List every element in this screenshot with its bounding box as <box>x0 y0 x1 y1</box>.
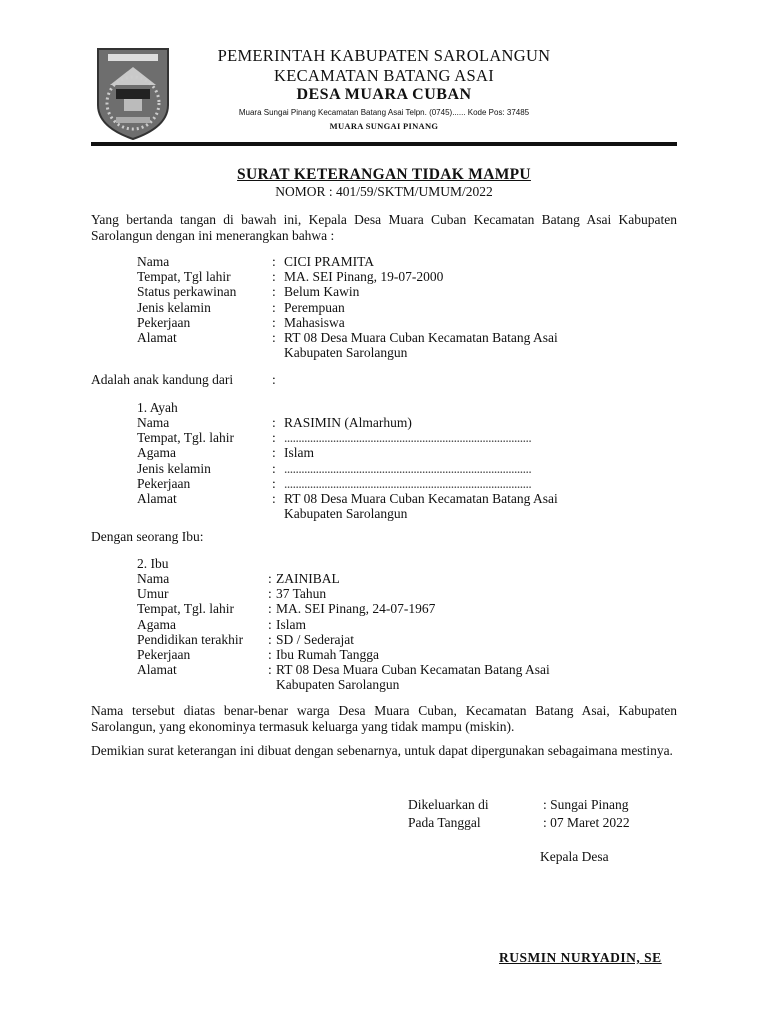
father-row <box>0 491 768 506</box>
issued-date-label: Pada Tanggal <box>408 815 481 830</box>
subject-row <box>0 300 768 315</box>
subject-row <box>0 254 768 269</box>
mother-row <box>0 647 768 662</box>
father-row <box>0 476 768 491</box>
field-label: Tempat, Tgl lahir <box>137 269 231 285</box>
header-village: DESA MUARA CUBAN <box>296 86 472 103</box>
field-value: Kabupaten Sarolangun <box>284 506 408 522</box>
field-colon: : <box>268 631 272 647</box>
field-value: Belum Kawin <box>284 284 360 300</box>
mother-row <box>0 677 768 692</box>
mother-intro: Dengan seorang Ibu: <box>91 529 204 544</box>
field-value: MA. SEI Pinang, 24-07-1967 <box>276 601 436 617</box>
signer-title: Kepala Desa <box>540 849 609 864</box>
field-label: Pekerjaan <box>137 314 191 330</box>
field-colon: : <box>272 460 276 476</box>
signer-name: RUSMIN NURYADIN, SE <box>499 950 662 965</box>
header-rule <box>91 142 677 146</box>
issued-place-label: Dikeluarkan di <box>408 797 489 812</box>
field-value: Islam <box>284 445 314 461</box>
field-label: Pendidikan terakhir <box>137 631 244 647</box>
issued-date-value: : 07 Maret 2022 <box>543 815 630 830</box>
field-value: RT 08 Desa Muara Cuban Kecamatan Batang Asai <box>284 330 558 345</box>
field-value: Ibu Rumah Tangga <box>276 647 380 662</box>
field-colon: : <box>272 284 276 300</box>
field-label: Jenis kelamin <box>137 460 211 476</box>
field-label: Alamat <box>137 491 177 506</box>
field-label: Jenis kelamin <box>137 299 211 315</box>
field-colon: : <box>268 601 272 617</box>
header-place: MUARA SUNGAI PINANG <box>329 121 439 131</box>
field-value: Kabupaten Sarolangun <box>276 677 400 693</box>
field-colon: : <box>272 330 276 345</box>
field-label: Umur <box>137 586 169 602</box>
field-value: CICI PRAMITA <box>284 254 375 269</box>
field-colon: : <box>272 491 276 506</box>
field-colon: : <box>268 571 272 586</box>
subject-row <box>0 330 768 345</box>
child-of-label: Adalah anak kandung dari <box>91 372 234 387</box>
document-title: SURAT KETERANGAN TIDAK MAMPU <box>237 166 531 183</box>
issued-place-value: : Sungai Pinang <box>543 797 629 812</box>
field-label: Tempat, Tgl. lahir <box>137 430 235 446</box>
subject-row <box>0 345 768 360</box>
father-heading: 1. Ayah <box>137 400 178 415</box>
field-label: Nama <box>137 254 170 269</box>
field-value: 37 Tahun <box>276 586 327 602</box>
mother-row <box>0 586 768 601</box>
field-label: Agama <box>137 445 176 461</box>
field-colon: : <box>268 616 272 632</box>
father-row <box>0 506 768 521</box>
father-row <box>0 461 768 476</box>
statement-paragraph: Nama tersebut diatas benar-benar warga Desa Muara Cuban, Kecamatan Batang Asai, Kabupaten Sarolangun, yang ekonominya termasuk keluarga yang tidak mampu (miskin). <box>91 703 677 734</box>
mother-row <box>0 617 768 632</box>
father-row <box>0 415 768 430</box>
subject-row <box>0 284 768 299</box>
field-colon: : <box>272 254 276 269</box>
field-label: Tempat, Tgl. lahir <box>137 601 235 617</box>
field-label: Nama <box>137 415 170 430</box>
field-value: RT 08 Desa Muara Cuban Kecamatan Batang Asai <box>276 662 550 678</box>
field-label: Alamat <box>137 330 177 345</box>
field-colon: : <box>268 662 272 678</box>
mother-row <box>0 632 768 647</box>
field-colon: : <box>272 314 276 330</box>
field-value: RASIMIN (Almarhum) <box>284 415 412 430</box>
closing-paragraph: Demikian surat keterangan ini dibuat dengan sebenarnya, untuk dapat dipergunakan sebagaimana mestinya. <box>91 743 673 758</box>
field-value: SD / Sederajat <box>276 631 354 647</box>
field-colon: : <box>268 647 272 662</box>
field-colon: : <box>268 586 272 602</box>
father-row <box>0 430 768 445</box>
subject-row <box>0 315 768 330</box>
field-value: Islam <box>276 616 306 632</box>
field-colon: : <box>272 430 276 446</box>
field-colon: : <box>272 445 276 461</box>
field-colon: : <box>272 299 276 315</box>
header-address: Muara Sungai Pinang Kecamatan Batang Asai Telpn. (0745)...... Kode Pos: 37485 <box>238 108 530 117</box>
field-value: ...................................................................................... <box>284 460 532 476</box>
mother-row <box>0 571 768 586</box>
field-label: Status perkawinan <box>137 284 237 300</box>
field-label: Alamat <box>137 662 177 678</box>
field-colon: : <box>272 269 276 285</box>
field-label: Nama <box>137 571 170 586</box>
field-colon: : <box>272 475 276 491</box>
mother-row <box>0 662 768 677</box>
field-value: ZAINIBAL <box>276 571 340 586</box>
field-value: RT 08 Desa Muara Cuban Kecamatan Batang Asai <box>284 491 558 506</box>
mother-heading: 2. Ibu <box>137 556 169 571</box>
field-label: Agama <box>137 616 176 632</box>
header-district: KECAMATAN BATANG ASAI <box>273 66 494 85</box>
intro-paragraph: Yang bertanda tangan di bawah ini, Kepala Desa Muara Cuban Kecamatan Batang Asai Kabupaten Sarolangun dengan ini menerangkan bahwa : <box>91 212 677 243</box>
field-colon: : <box>272 415 276 430</box>
field-label: Pekerjaan <box>137 647 191 662</box>
field-value: Perempuan <box>284 299 345 315</box>
field-value: ...................................................................................... <box>284 475 532 491</box>
subject-row <box>0 269 768 284</box>
field-value: MA. SEI Pinang, 19-07-2000 <box>284 269 444 285</box>
mother-row <box>0 601 768 616</box>
field-value: Mahasiswa <box>284 314 345 330</box>
field-label: Pekerjaan <box>137 475 191 491</box>
father-row <box>0 445 768 460</box>
field-value: ...................................................................................... <box>284 430 532 446</box>
document-number: NOMOR : 401/59/SKTM/UMUM/2022 <box>275 184 493 199</box>
child-of-colon: : <box>272 372 276 387</box>
header-government: PEMERINTAH KABUPATEN SAROLANGUN <box>217 46 551 65</box>
field-value: Kabupaten Sarolangun <box>284 345 408 361</box>
